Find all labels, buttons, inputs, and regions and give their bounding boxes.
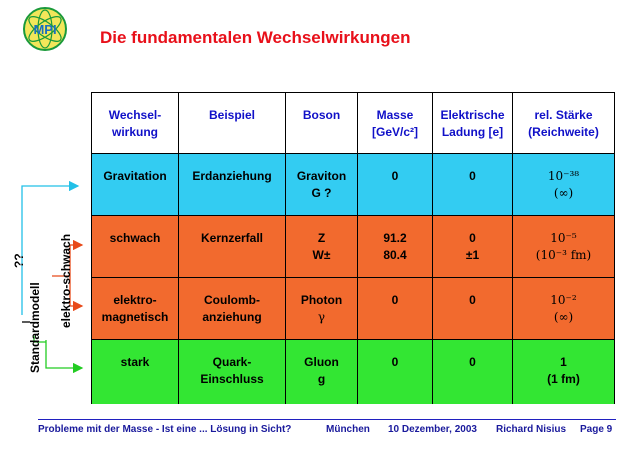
header-masse: Masse [GeV/c²] [358, 93, 433, 153]
cell-masse: 0 [358, 278, 433, 340]
cell-ladung: 0 [433, 340, 513, 404]
header-staerke: rel. Stärke (Reichweite) [528, 108, 599, 139]
cell-ladung: 0 ±1 [433, 216, 513, 278]
elektroschwach-label: elektro-schwach [59, 233, 73, 328]
cell-staerke: 10⁻³⁸ (∞) [547, 169, 580, 200]
grouping-arrows [0, 0, 95, 459]
cell-beispiel: Quark- Einschluss [179, 340, 286, 404]
cell-staerke: 1 (1 fm) [547, 355, 580, 386]
page-title: Die fundamentalen Wechselwirkungen [100, 28, 411, 47]
cell-boson: Graviton G ? [286, 154, 358, 216]
cell-wechselwirkung: schwach [92, 216, 179, 278]
interaction-table [91, 92, 615, 404]
cell-wechselwirkung: Gravitation [92, 154, 179, 216]
cell-masse: 91.2 80.4 [358, 216, 433, 278]
table-header-row [92, 93, 614, 153]
cell-boson: Gluon g [286, 340, 358, 404]
cell-masse: 0 [358, 154, 433, 216]
cell-staerke: 10⁻² (∞) [550, 293, 577, 324]
footer-author: Richard Nisius [496, 424, 567, 435]
cell-ladung: 0 [433, 154, 513, 216]
cell-ladung: 0 [433, 278, 513, 340]
cell-beispiel: Erdanziehung [179, 154, 286, 216]
table-row-elektromagnetisch [92, 277, 614, 340]
footer-page: Page 9 [580, 424, 613, 435]
table-row-schwach [92, 215, 614, 278]
header-ladung: Elektrische Ladung [e] [433, 93, 513, 153]
cell-staerke: 10⁻⁵ (10⁻³ fm) [535, 231, 592, 262]
cell-masse: 0 [358, 340, 433, 404]
footer-divider [38, 419, 616, 420]
header-beispiel: Beispiel [179, 93, 286, 153]
stark-arrow [46, 340, 82, 368]
table-row-stark [92, 339, 614, 404]
cell-beispiel: Coulomb- anziehung [179, 278, 286, 340]
cell-beispiel: Kernzerfall [179, 216, 286, 278]
cell-boson: Photon γ [286, 278, 358, 340]
cell-wechselwirkung: stark [92, 340, 179, 404]
footer-date: 10 Dezember, 2003 [388, 424, 477, 435]
cell-boson: Z W± [286, 216, 358, 278]
cell-wechselwirkung: elektro- magnetisch [92, 278, 179, 340]
qq-label: ?? [12, 253, 26, 268]
svg-text:MPI: MPI [33, 22, 57, 37]
footer-talk-title: Probleme mit der Masse - Ist eine ... Lösung in Sicht? [38, 424, 292, 435]
footer-place: München [326, 424, 370, 435]
header-boson: Boson [286, 93, 358, 153]
standardmodell-label: Standardmodell [28, 282, 42, 373]
table-row-gravitation [92, 153, 614, 216]
header-wechselwirkung: Wechsel- wirkung [92, 93, 179, 153]
